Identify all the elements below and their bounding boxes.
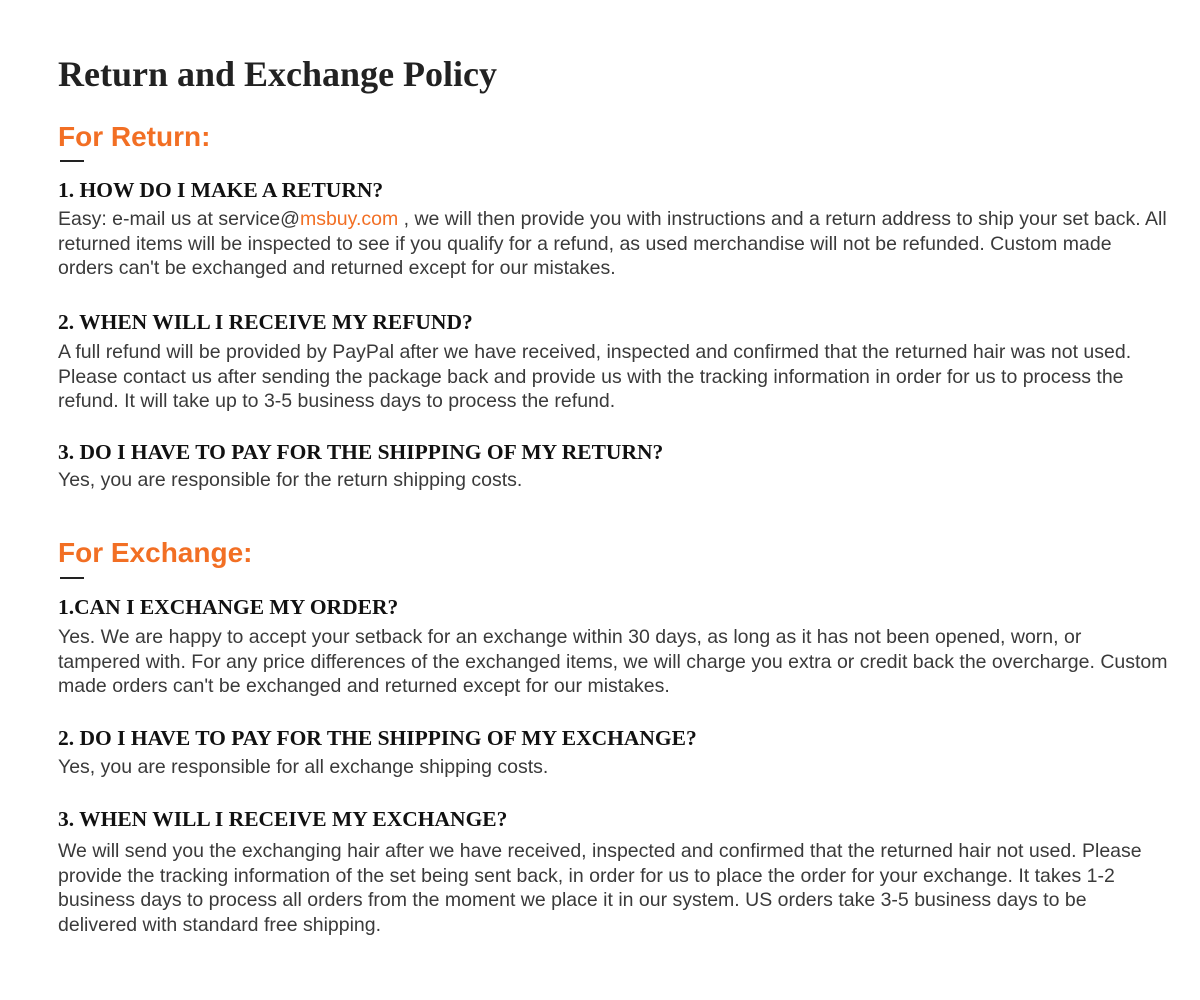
exchange-answer-3: We will send you the exchanging hair after we have received, inspected and confirmed that the returned hair not used. Please provide the tracking information of the set being sent back, in order for us to place the order for your exchange. It takes 1-2 business days to process all orders from the moment we place it in our system. US orders take 3-5 business days to be delivered with standard free shipping.	[58, 840, 1142, 936]
return-answer-1-text-end: , we will then provide you with instructions and a return address to ship your set back. All returned items will be inspected to see if you qualify for a refund, as used merchandise will not be refunded. Custom made orders can't be exchanged and returned except for our mistakes.	[58, 208, 1167, 279]
return-answer-3: Yes, you are responsible for the return shipping costs.	[58, 469, 523, 491]
exchange-answer-2: Yes, you are responsible for all exchange shipping costs.	[58, 756, 549, 778]
exchange-section-divider	[60, 577, 84, 579]
return-question-2: 2. WHEN WILL I RECEIVE MY REFUND?	[58, 310, 473, 334]
return-section-heading: For Return:	[58, 121, 211, 152]
return-question-1: 1. HOW DO I MAKE A RETURN?	[58, 178, 384, 202]
return-question-3: 3. DO I HAVE TO PAY FOR THE SHIPPING OF MY RETURN?	[58, 440, 664, 464]
email-domain-link[interactable]: msbuy.com	[299, 208, 399, 230]
exchange-question-3: 3. WHEN WILL I RECEIVE MY EXCHANGE?	[58, 807, 508, 831]
return-answer-1-text-start: Easy: e-mail us at service@	[58, 208, 300, 230]
exchange-question-1: 1.CAN I EXCHANGE MY ORDER?	[58, 595, 399, 619]
return-answer-1	[58, 207, 1168, 281]
exchange-section-heading: For Exchange:	[58, 537, 253, 568]
return-section-divider	[60, 160, 84, 162]
exchange-answer-1: Yes. We are happy to accept your setback for an exchange within 30 days, as long as it has not been opened, worn, or tampered with. For any price differences of the exchanged items, we will charge you extra or credit back the overcharge. Custom made orders can't be exchanged and returned except for our mistakes.	[58, 626, 1168, 697]
exchange-question-2: 2. DO I HAVE TO PAY FOR THE SHIPPING OF MY EXCHANGE?	[58, 726, 697, 750]
return-answer-2: A full refund will be provided by PayPal after we have received, inspected and confirmed that the returned hair was not used. Please contact us after sending the package back and provide us with the tracking information in order for us to process the refund. It will take up to 3-5 business days to process the refund.	[58, 341, 1132, 412]
page-title: Return and Exchange Policy	[58, 54, 498, 94]
